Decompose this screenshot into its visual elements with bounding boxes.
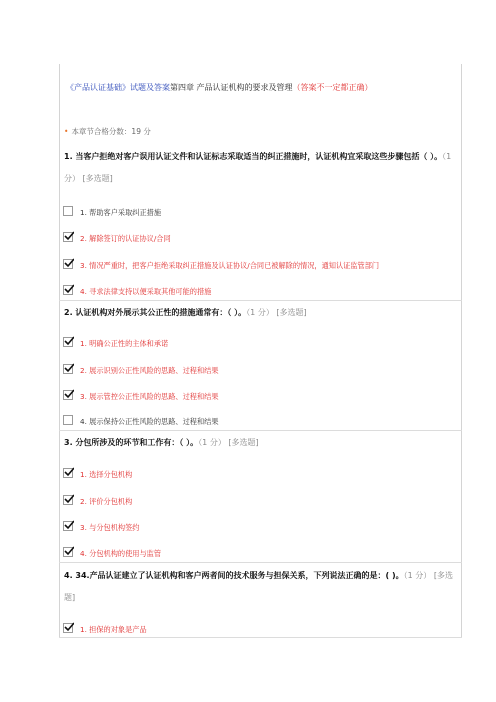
question-meta: （1 分） [多选题] bbox=[64, 152, 452, 183]
option-text: 2. 解除签订的认证协议/合同 bbox=[80, 234, 171, 243]
q3-option-1[interactable] bbox=[63, 465, 458, 485]
checkbox-checked[interactable] bbox=[63, 285, 73, 295]
q2-option-1[interactable] bbox=[63, 334, 458, 354]
checkmark-icon bbox=[64, 520, 74, 530]
q1-option-4[interactable] bbox=[63, 282, 458, 302]
option-text: 1. 担保的对象是产品 bbox=[80, 625, 147, 634]
option-text: 4. 分包机构的使用与监管 bbox=[80, 549, 162, 558]
question-meta: （1 分） [多选题] bbox=[64, 571, 453, 602]
checkbox-checked[interactable] bbox=[63, 364, 73, 374]
option-text: 3. 情况严重时，把客户拒绝采取纠正措施及认证协议/合同已被解除的情况，通知认证监管部门 bbox=[80, 261, 380, 270]
q2-option-4[interactable] bbox=[63, 412, 458, 432]
question-4-stem bbox=[64, 565, 454, 609]
option-text: 1. 选择分包机构 bbox=[80, 470, 133, 479]
checkmark-icon bbox=[64, 336, 74, 346]
question-text: 1. 当客户拒绝对客户误用认证文件和认证标志采取适当的纠正措施时，认证机构宜采取这些步骤包括（ ）。 bbox=[64, 152, 443, 161]
option-text: 4. 寻求法律支持以便采取其他可能的措施 bbox=[80, 287, 212, 296]
checkmark-icon bbox=[64, 231, 74, 241]
checkmark-icon bbox=[64, 622, 74, 632]
checkbox-checked[interactable] bbox=[63, 521, 73, 531]
divider bbox=[59, 430, 462, 431]
q1-option-3[interactable] bbox=[63, 256, 458, 276]
question-text: 2. 认证机构对外展示其公正性的措施通常有：（ ）。 bbox=[64, 308, 247, 317]
checkbox-checked[interactable] bbox=[63, 259, 73, 269]
divider bbox=[59, 300, 462, 301]
title-book-name[interactable]: 《产品认证基础》试题及答案 bbox=[66, 83, 170, 92]
checkmark-icon bbox=[64, 258, 74, 268]
q2-option-2[interactable] bbox=[63, 361, 458, 381]
option-text: 1. 帮助客户采取纠正措施 bbox=[80, 208, 162, 217]
option-text: 3. 与分包机构签约 bbox=[80, 523, 140, 532]
option-text: 1. 明确公正性的主体和承诺 bbox=[80, 339, 169, 348]
checkmark-icon bbox=[64, 363, 74, 373]
option-text: 3. 展示管控公正性风险的思路、过程和结果 bbox=[80, 392, 219, 401]
checkbox-checked[interactable] bbox=[63, 337, 73, 347]
q1-option-1[interactable] bbox=[63, 203, 458, 223]
passing-score bbox=[64, 126, 151, 137]
checkmark-icon bbox=[64, 284, 74, 294]
title-chapter: 第四章 产品认证机构的要求及管理 bbox=[170, 83, 293, 92]
checkmark-icon bbox=[64, 467, 74, 477]
checkbox-checked[interactable] bbox=[63, 390, 73, 400]
checkbox-checked[interactable] bbox=[63, 547, 73, 557]
option-text: 2. 评价分包机构 bbox=[80, 497, 133, 506]
question-text: 4. 34.产品认证建立了认证机构和客户两者间的技术服务与担保关系，下列说法正确的是：( )。 bbox=[64, 571, 404, 580]
question-meta: （1 分） [多选题] bbox=[246, 308, 307, 317]
checkbox-checked[interactable] bbox=[63, 495, 73, 505]
option-text: 2. 展示识别公正性风险的思路、过程和结果 bbox=[80, 366, 219, 375]
checkbox[interactable] bbox=[63, 206, 73, 216]
passing-score-text: 本章节合格分数：19 分 bbox=[71, 127, 151, 136]
checkbox[interactable] bbox=[63, 415, 73, 425]
checkmark-icon bbox=[64, 389, 74, 399]
q3-option-2[interactable] bbox=[63, 492, 458, 512]
question-meta: （1 分） [多选题] bbox=[198, 438, 259, 447]
option-text: 4. 展示保持公正性风险的思路、过程和结果 bbox=[80, 417, 219, 426]
divider bbox=[59, 637, 462, 638]
checkbox-checked[interactable] bbox=[63, 232, 73, 242]
checkmark-icon bbox=[64, 494, 74, 504]
page-title bbox=[66, 82, 456, 94]
question-text: 3. 分包所涉及的环节和工作有：（ ）。 bbox=[64, 438, 199, 447]
bullet-icon: • bbox=[64, 127, 69, 136]
checkbox-checked[interactable] bbox=[63, 623, 73, 633]
divider bbox=[59, 562, 462, 563]
title-note: （答案不一定都正确） bbox=[292, 83, 373, 92]
checkmark-icon bbox=[64, 546, 74, 556]
question-1-stem bbox=[64, 146, 454, 190]
q3-option-4[interactable] bbox=[63, 544, 458, 564]
question-2-stem bbox=[64, 302, 454, 324]
q1-option-2[interactable] bbox=[63, 229, 458, 249]
checkbox-checked[interactable] bbox=[63, 468, 73, 478]
q3-option-3[interactable] bbox=[63, 518, 458, 538]
question-3-stem bbox=[64, 432, 454, 454]
q2-option-3[interactable] bbox=[63, 387, 458, 407]
